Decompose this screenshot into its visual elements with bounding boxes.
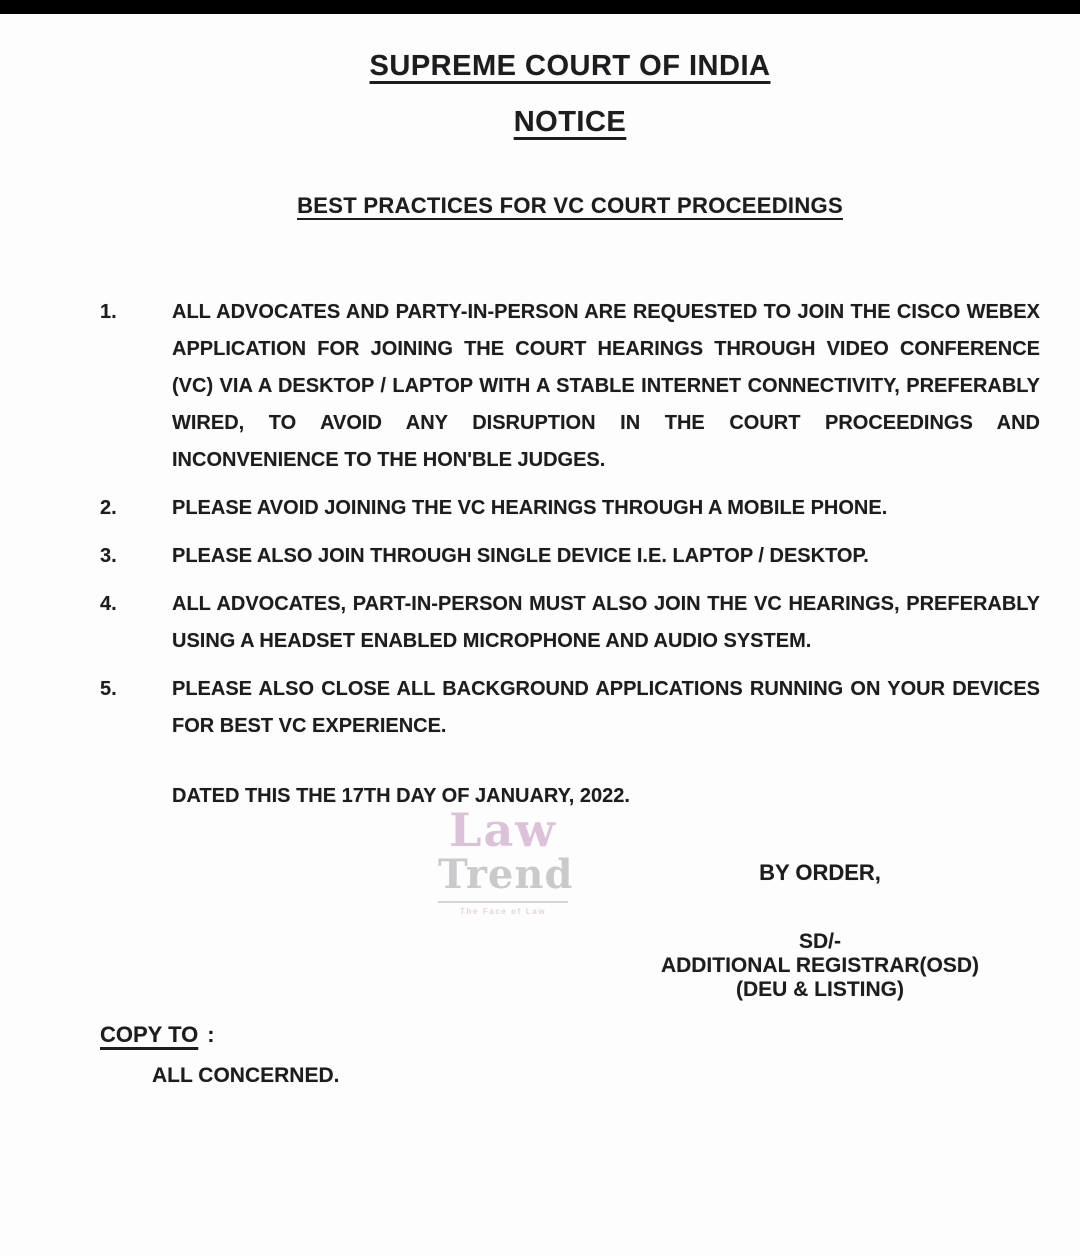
item-number: 1. <box>100 301 117 323</box>
watermark-law-text: Law <box>449 803 557 857</box>
by-order-text: BY ORDER, <box>759 860 881 885</box>
item-number: 3. <box>100 545 117 567</box>
item-number: 5. <box>100 678 117 700</box>
top-black-bar <box>0 0 1080 14</box>
watermark-trend-text: Trend <box>438 854 568 903</box>
item-text: ALL ADVOCATES, PART-IN-PERSON MUST ALSO JOIN THE VC HEARINGS, PREFERABLY USING A HEADSET ENABLED MICROPHONE AND AUDIO SYSTEM. <box>172 593 1040 652</box>
copy-to-colon: : <box>207 1022 215 1047</box>
watermark-tagline: The Face of Law <box>459 907 547 916</box>
item-number: 4. <box>100 593 117 615</box>
item-text: PLEASE ALSO JOIN THROUGH SINGLE DEVICE I.E. LAPTOP / DESKTOP. <box>172 545 869 567</box>
item-text: PLEASE AVOID JOINING THE VC HEARINGS THROUGH A MOBILE PHONE. <box>172 497 888 519</box>
notice-item-4 <box>100 586 1040 660</box>
notice-item-5 <box>100 671 1040 745</box>
order-signature-block <box>650 860 990 1002</box>
notice-body <box>0 294 1080 1088</box>
item-number: 2. <box>100 497 117 519</box>
date-line: DATED THIS THE 17TH DAY OF JANUARY, 2022. <box>172 785 630 807</box>
notice-label: NOTICE <box>513 106 627 138</box>
notice-item-2 <box>100 490 1040 527</box>
item-text: PLEASE ALSO CLOSE ALL BACKGROUND APPLICATIONS RUNNING ON YOUR DEVICES FOR BEST VC EXPERIENCE. <box>172 678 1040 737</box>
signature-designation: ADDITIONAL REGISTRAR(OSD) <box>660 954 980 977</box>
notice-item-1 <box>100 294 1040 479</box>
document-header <box>100 48 1040 220</box>
signature-sd: SD/- <box>799 930 841 953</box>
copy-to-value: ALL CONCERNED. <box>152 1064 340 1087</box>
copy-to-section <box>100 1022 1040 1088</box>
signature-department: (DEU & LISTING) <box>736 978 904 1001</box>
section-heading: BEST PRACTICES FOR VC COURT PROCEEDINGS <box>297 193 843 218</box>
notice-item-list <box>100 294 1040 745</box>
signature-block <box>650 930 990 1002</box>
document-title: SUPREME COURT OF INDIA <box>369 50 771 82</box>
copy-to-line <box>100 1022 1040 1048</box>
notice-item-3 <box>100 538 1040 575</box>
item-text: ALL ADVOCATES AND PARTY-IN-PERSON ARE REQUESTED TO JOIN THE CISCO WEBEX APPLICATION FOR JOINING THE COURT HEARINGS THROUGH VIDEO CONFERENCE (VC) VIA A DESKTOP / LAPTOP WITH A STABLE INTERNET CONNECTIVITY, PREFERABLY WIRED, TO AVOID ANY DISRUPTION IN THE COURT PROCEEDINGS AND INCONVENIENCE TO THE HON'BLE JUDGES. <box>172 301 1040 471</box>
copy-to-label: COPY TO <box>100 1022 199 1047</box>
